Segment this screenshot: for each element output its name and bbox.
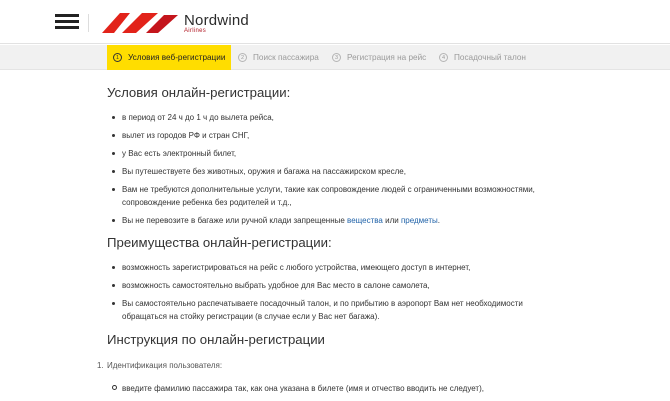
menu-icon[interactable]	[55, 14, 79, 30]
step-label: Поиск пассажира	[253, 53, 319, 62]
step-tab-conditions[interactable]	[107, 45, 231, 70]
step-label: Регистрация на рейс	[347, 53, 427, 62]
instructions-heading: Инструкция по онлайн-регистрации	[107, 332, 325, 347]
step-label: Условия веб-регистрации	[128, 53, 226, 62]
conditions-heading: Условия онлайн-регистрации:	[107, 85, 291, 100]
list-item: Вам не требуются дополнительные услуги, такие как сопровождение людей с ограниченными возможностями, сопровождение ребенка без родителей и т.д.,	[112, 183, 542, 209]
conditions-list	[112, 111, 542, 227]
list-item: Вы самостоятельно распечатываете посадочный талон, и по прибытию в аэропорт Вам нет необходимости обращаться на стойку регистрации (в случае если у Вас нет багажа).	[112, 297, 542, 323]
step-tab-boarding-pass[interactable]	[439, 45, 526, 70]
prohibited-text: Вы не перевозите в багаже или ручной клади запрещенные	[122, 216, 348, 225]
conjunction-text: или	[382, 216, 401, 225]
logo-mark-icon	[100, 11, 180, 35]
step-label: Посадочный талон	[454, 53, 526, 62]
list-item: Вы путешествуете без животных, оружия и багажа на пассажирском кресле,	[112, 165, 542, 178]
step-index: 1.	[97, 361, 104, 370]
list-item: вылет из городов РФ и стран СНГ,	[112, 129, 542, 142]
advantages-heading: Преимущества онлайн-регистрации:	[107, 235, 332, 250]
logo-name: Nordwind	[184, 12, 249, 29]
step-number: 1	[113, 53, 122, 62]
step-tab-passenger-search[interactable]	[238, 45, 319, 70]
step-text: Идентификация пользователя:	[107, 361, 223, 370]
logo-subtitle: Airlines	[184, 28, 207, 34]
list-item: в период от 24 ч до 1 ч до вылета рейса,	[112, 111, 542, 124]
items-link[interactable]: предметы	[400, 216, 438, 225]
nordwind-logo[interactable]	[100, 11, 250, 35]
substances-link[interactable]: вещества	[347, 216, 383, 225]
list-item: возможность самостоятельно выбрать удобное для Вас место в салоне самолета,	[112, 279, 542, 292]
instruction-step-1	[97, 361, 222, 370]
header-divider	[88, 14, 89, 32]
advantages-list	[112, 261, 542, 323]
step-number: 3	[332, 53, 341, 62]
period-text: .	[437, 216, 440, 225]
instruction-substep	[112, 384, 484, 393]
substep-text: введите фамилию пассажира так, как она указана в билете (имя и отчество вводить не следует),	[122, 384, 484, 393]
site-header	[0, 0, 670, 44]
registration-steps-bar	[0, 45, 670, 70]
step-number: 4	[439, 53, 448, 62]
list-item: у Вас есть электронный билет,	[112, 147, 542, 160]
step-number: 2	[238, 53, 247, 62]
circle-bullet-icon	[112, 385, 117, 390]
step-tab-flight-registration[interactable]	[332, 45, 426, 70]
list-item: возможность зарегистрироваться на рейс с любого устройства, имеющего доступ в интернет,	[112, 261, 542, 274]
list-item-prohibited	[112, 214, 542, 227]
